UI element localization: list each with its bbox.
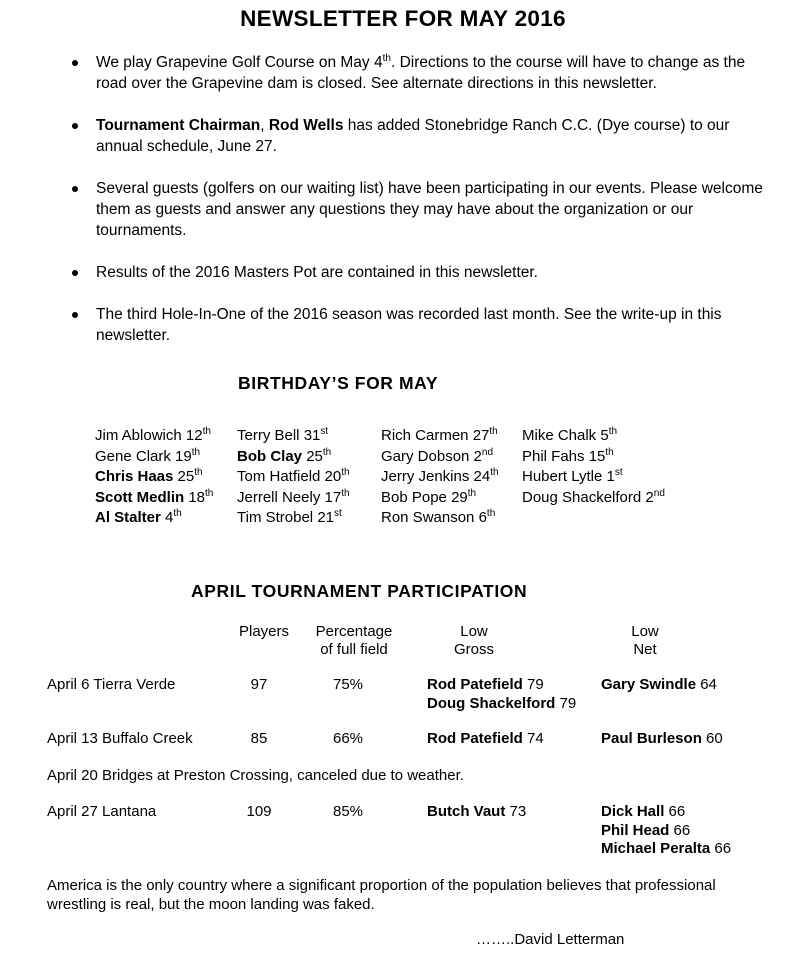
announcement-item <box>70 52 770 94</box>
field-percentage: 85% <box>332 803 364 820</box>
birthday-entry: Al Stalter 4th <box>95 508 182 527</box>
field-percentage: 66% <box>332 730 364 747</box>
announcement-text: Tournament Chairman, Rod Wells has added Stonebridge Ranch C.C. (Dye course) to our annual schedule, June 27. <box>96 117 730 155</box>
birthday-entry: Tom Hatfield 20th <box>237 467 350 486</box>
birthday-entry: Phil Fahs 15th <box>522 446 614 465</box>
bullet-icon <box>72 270 78 276</box>
tournament-date-course: April 13 Buffalo Creek <box>47 730 193 747</box>
birthday-entry: Jerry Jenkins 24th <box>381 467 499 486</box>
announcement-item <box>70 304 770 346</box>
birthday-entry: Hubert Lytle 1st <box>522 467 623 486</box>
low-gross-header: Low Gross <box>453 623 494 658</box>
quote-attribution: ……..David Letterman <box>476 931 625 948</box>
bullet-icon <box>72 312 78 318</box>
tournament-date-course: April 27 Lantana <box>47 803 157 820</box>
players-header: Players <box>238 623 290 640</box>
bullet-icon <box>72 186 78 192</box>
birthday-entry: Terry Bell 31st <box>237 426 329 444</box>
players-count: 85 <box>250 730 268 747</box>
birthday-entry: Jim Ablowich 12th <box>95 426 211 444</box>
low-net-header: Low Net <box>631 623 659 658</box>
tournament-date-course: April 20 Bridges at Preston Crossing, canceled due to weather. <box>47 767 464 784</box>
low-gross-winners: Rod Patefield 79 Doug Shackelford 79 <box>427 676 577 712</box>
announcement-item <box>70 115 770 157</box>
tournament-heading: APRIL TOURNAMENT PARTICIPATION <box>191 581 528 601</box>
birthday-column <box>95 426 213 529</box>
announcement-text: Several guests (golfers on our waiting list) have been participating in our events. Please welcome them as guests and answer any questions they may have about the organization or our tournaments. <box>96 180 763 239</box>
announcement-item <box>70 262 770 283</box>
low-gross-winners: Butch Vaut 73 <box>427 803 527 820</box>
birthdays-heading: BIRTHDAY’S FOR MAY <box>238 373 439 393</box>
players-count: 97 <box>250 676 268 693</box>
bullet-icon <box>72 60 78 66</box>
birthday-entry: Gary Dobson 2nd <box>381 446 494 465</box>
low-net-winners: Gary Swindle 64 <box>601 676 717 693</box>
bullet-icon <box>72 123 78 129</box>
birthday-entry: Chris Haas 25th <box>95 467 203 486</box>
birthday-entry: Gene Clark 19th <box>95 446 201 465</box>
low-gross-winners: Rod Patefield 74 <box>427 730 544 747</box>
announcement-text: The third Hole-In-One of the 2016 season was recorded last month. See the write-up in this newsletter. <box>96 306 722 344</box>
birthday-entry: Doug Shackelford 2nd <box>522 487 665 506</box>
announcement-list <box>70 52 770 367</box>
birthday-entry: Tim Strobel 21st <box>237 508 342 527</box>
birthday-entry: Jerrell Neely 17th <box>237 487 350 506</box>
closing-quote: America is the only country where a significant proportion of the population believes that professional wrestling is real, but the moon landing was faked. <box>47 877 716 913</box>
announcement-text: Results of the 2016 Masters Pot are contained in this newsletter. <box>96 264 538 281</box>
low-net-winners: Dick Hall 66 Phil Head 66 Michael Peralta 66 <box>601 803 732 857</box>
birthday-column <box>522 426 665 508</box>
field-percentage: 75% <box>332 676 364 693</box>
percentage-header: Percentage of full field <box>315 623 393 658</box>
announcement-text: We play Grapevine Golf Course on May 4th. Directions to the course will have to change as the road over the Grapevine dam is closed. See alternate directions in this newsletter. <box>96 52 746 92</box>
tournament-date-course: April 6 Tierra Verde <box>47 676 176 693</box>
newsletter-title: NEWSLETTER FOR MAY 2016 <box>240 6 566 31</box>
players-count: 109 <box>246 803 272 820</box>
birthday-entry: Mike Chalk 5th <box>522 426 618 444</box>
birthday-column <box>237 426 350 529</box>
announcement-item <box>70 178 770 241</box>
birthday-column <box>381 426 499 529</box>
birthday-entry: Bob Clay 25th <box>237 446 332 465</box>
birthday-entry: Scott Medlin 18th <box>95 487 214 506</box>
birthday-entry: Bob Pope 29th <box>381 487 477 506</box>
birthday-entry: Rich Carmen 27th <box>381 426 498 444</box>
birthday-entry: Ron Swanson 6th <box>381 508 496 527</box>
low-net-winners: Paul Burleson 60 <box>601 730 723 747</box>
